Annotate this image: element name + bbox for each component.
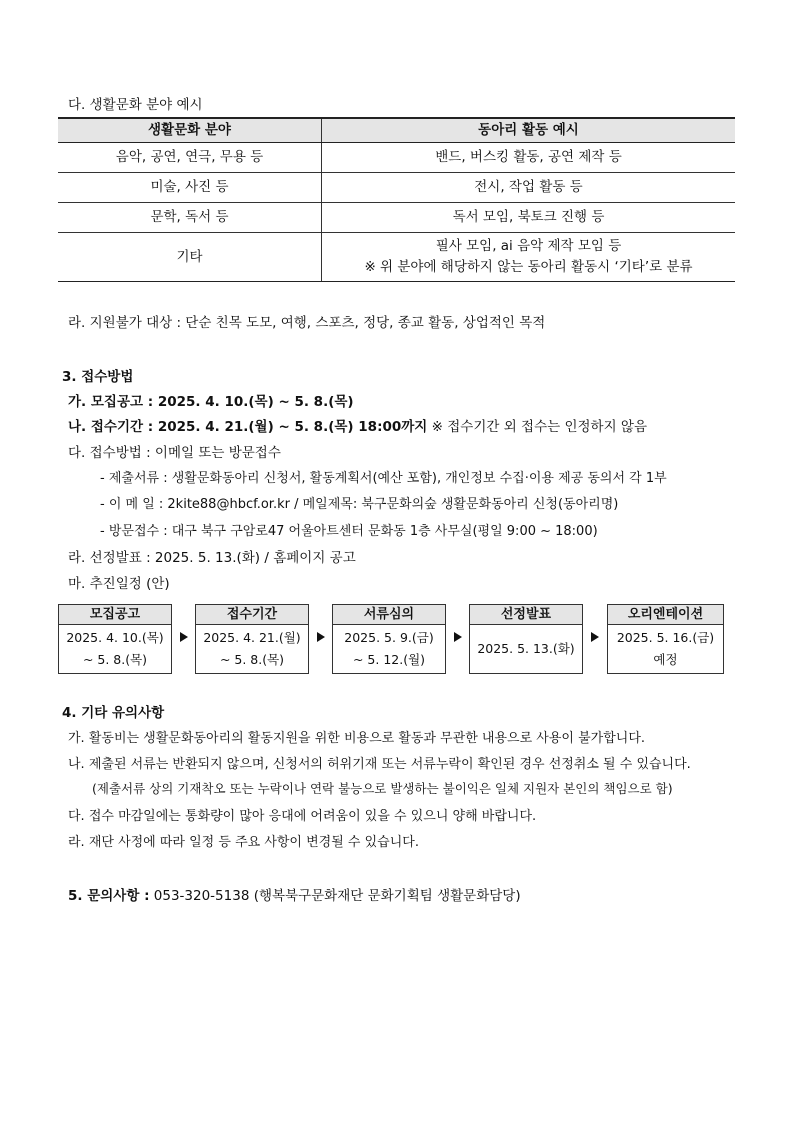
- field-examples-table: [58, 117, 735, 282]
- section3-title: 3. 접수방법: [62, 369, 134, 385]
- table-header-row: [58, 118, 735, 143]
- ineligible-text: 라. 지원불가 대상 : 단순 친목 도모, 여행, 스포츠, 정당, 종교 활동, 상업적인 목적: [68, 315, 546, 331]
- schedule-step-date: 예정: [653, 652, 678, 667]
- schedule-step-head: 모집공고: [59, 605, 171, 625]
- schedule-step-recruit: [58, 604, 172, 674]
- visit-text: - 방문접수 : 대구 북구 구암로47 어울아트센터 문화동 1층 사무실(평일 9:00 ~ 18:00): [100, 524, 598, 539]
- table-header: 동아리 활동 예시: [322, 118, 736, 143]
- table-cell-line: ※ 위 분야에 해당하지 않는 동아리 활동시 ‘기타’로 분류: [364, 259, 693, 275]
- schedule-step-body: [608, 625, 723, 671]
- schedule-step-review: [332, 604, 446, 674]
- notice-c: 다. 접수 마감일에는 통화량이 많아 응대에 어려움이 있을 수 있으니 양해 바랍니다.: [68, 809, 537, 824]
- notice-a: 가. 활동비는 생활문화동아리의 활동지원을 위한 비용으로 활동과 무관한 내용으로 사용이 불가합니다.: [68, 731, 646, 746]
- notice-d: 라. 재단 사정에 따라 일정 등 주요 사항이 변경될 수 있습니다.: [68, 835, 419, 850]
- table-row: [58, 173, 735, 203]
- schedule-step-body: [333, 625, 445, 671]
- schedule-step-head: 서류심의: [333, 605, 445, 625]
- documents-text: - 제출서류 : 생활문화동아리 신청서, 활동계획서(예산 포함), 개인정보 수집·이용 제공 동의서 각 1부: [100, 471, 667, 486]
- schedule-step-date: ~ 5. 12.(월): [352, 652, 426, 667]
- section4-title: 4. 기타 유의사항: [62, 705, 165, 721]
- section-title-field-examples: 다. 생활문화 분야 예시: [68, 97, 203, 113]
- table-cell: 미술, 사진 등: [58, 173, 322, 203]
- schedule-step-date: 2025. 5. 9.(금): [344, 630, 434, 645]
- schedule-step-head: 접수기간: [196, 605, 308, 625]
- table-cell: 밴드, 버스킹 활동, 공연 제작 등: [322, 143, 736, 173]
- email-text: - 이 메 일 : 2kite88@hbcf.or.kr / 메일제목: 북구문화의숲 생활문화동아리 신청(동아리명): [100, 497, 619, 512]
- schedule-step-date: 2025. 4. 10.(목): [66, 630, 164, 645]
- schedule-step-application: [195, 604, 309, 674]
- arrow-right-icon: [180, 632, 188, 642]
- schedule-step-body: [196, 625, 308, 671]
- schedule-step-body: [59, 625, 171, 671]
- table-row: [58, 203, 735, 233]
- contact-text: 053-320-5138 (행복북구문화재단 문화기획팀 생활문화담당): [153, 888, 521, 904]
- schedule-step-head: 선정발표: [470, 605, 582, 625]
- table-cell: 문학, 독서 등: [58, 203, 322, 233]
- table-cell: 음악, 공연, 연극, 무용 등: [58, 143, 322, 173]
- schedule-step-orientation: [607, 604, 724, 674]
- schedule-step-announcement: [469, 604, 583, 674]
- schedule-step-date: 2025. 4. 21.(월): [203, 630, 301, 645]
- table-cell: [322, 233, 736, 282]
- table-row: [58, 143, 735, 173]
- schedule-step-date: 2025. 5. 13.(화): [477, 641, 575, 656]
- schedule-step-head: 오리엔테이션: [608, 605, 723, 625]
- section5-title: 5. 문의사항 :: [68, 888, 150, 904]
- application-method: 다. 접수방법 : 이메일 또는 방문접수: [68, 445, 281, 461]
- application-period: [68, 415, 647, 435]
- notice-b-note: (제출서류 상의 기재착오 또는 누락이나 연락 불능으로 발생하는 불이익은 일체 지원자 본인의 책임으로 함): [92, 781, 673, 796]
- table-cell: 기타: [58, 233, 322, 282]
- schedule-title: 마. 추진일정 (안): [68, 576, 170, 592]
- arrow-right-icon: [454, 632, 462, 642]
- table-cell: 독서 모임, 북토크 진행 등: [322, 203, 736, 233]
- table-cell: 전시, 작업 활동 등: [322, 173, 736, 203]
- arrow-right-icon: [317, 632, 325, 642]
- arrow-right-icon: [591, 632, 599, 642]
- schedule-step-date: ~ 5. 8.(목): [219, 652, 285, 667]
- table-cell-line: 필사 모임, ai 음악 제작 모임 등: [435, 238, 622, 254]
- schedule-step-date: 2025. 5. 16.(금): [616, 630, 715, 645]
- schedule-step-body: [470, 625, 582, 671]
- schedule-step-date: ~ 5. 8.(목): [82, 652, 148, 667]
- application-period-note: ※ 접수기간 외 접수는 인정하지 않음: [431, 419, 647, 435]
- notice-b: 나. 제출된 서류는 반환되지 않으며, 신청서의 허위기재 또는 서류누락이 확인된 경우 선정취소 될 수 있습니다.: [68, 757, 691, 772]
- selection-announcement: 라. 선정발표 : 2025. 5. 13.(화) / 홈페이지 공고: [68, 550, 356, 566]
- application-period-text: 나. 접수기간 : 2025. 4. 21.(월) ~ 5. 8.(목) 18:00까지: [68, 419, 428, 435]
- recruit-notice: 가. 모집공고 : 2025. 4. 10.(목) ~ 5. 8.(목): [68, 394, 354, 410]
- table-header: 생활문화 분야: [58, 118, 322, 143]
- contact-line: [68, 884, 521, 904]
- table-row: [58, 233, 735, 282]
